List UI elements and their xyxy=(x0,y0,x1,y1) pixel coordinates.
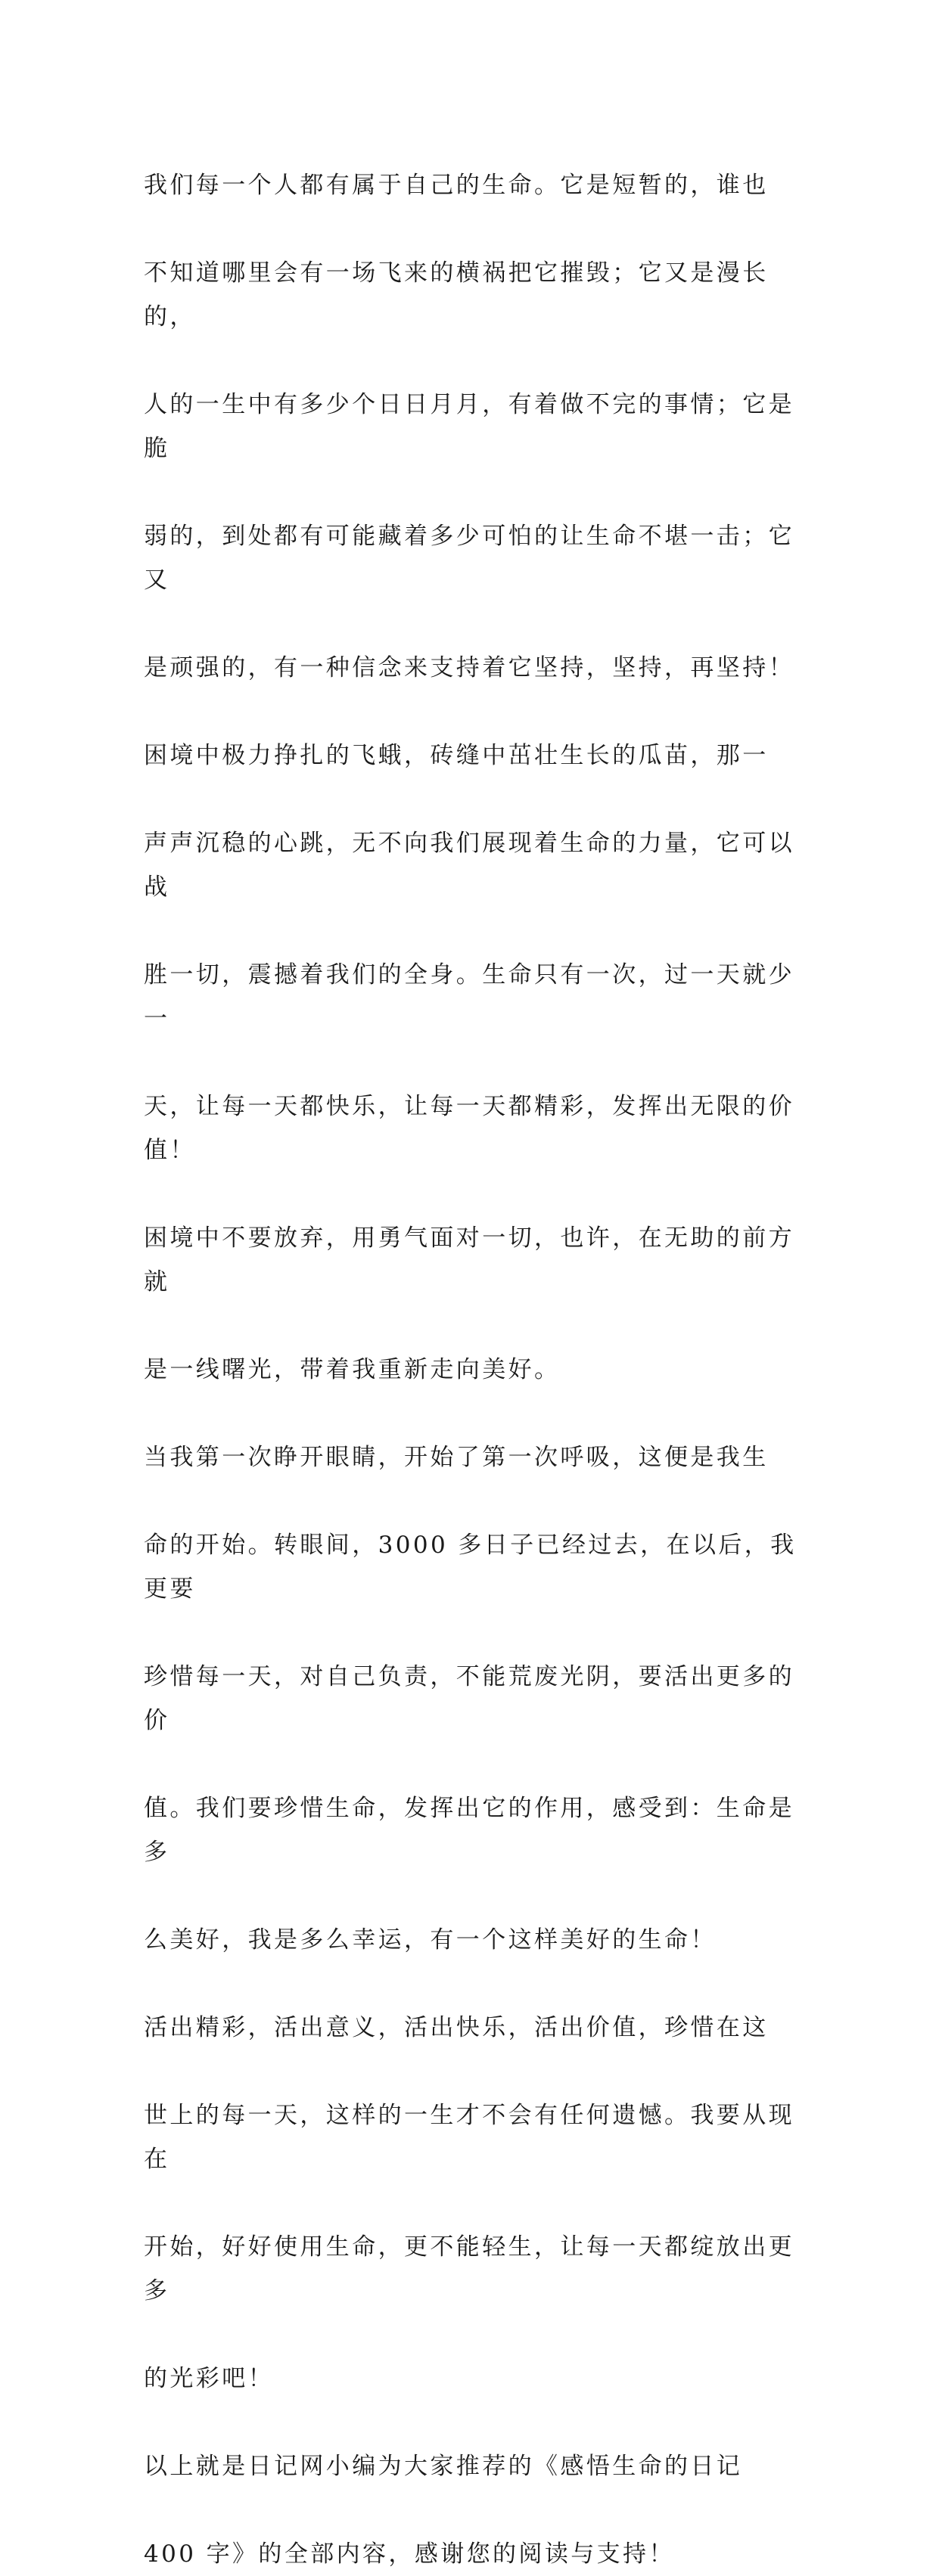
line: 不知道哪里会有一场飞来的横祸把它摧毁；它又是漫长的， xyxy=(144,259,769,331)
line: 是一线曙光，带着我重新走向美好。 xyxy=(144,1356,561,1383)
line: 珍惜每一天，对自己负责，不能荒废光阴，要活出更多的价 xyxy=(144,1663,794,1734)
line: 值。我们要珍惜生命，发挥出它的作用，感受到：生命是多 xyxy=(144,1795,794,1866)
paragraph-2 xyxy=(144,690,802,1392)
line: 以上就是日记网小编为大家推荐的《感悟生命的日记 xyxy=(144,2453,743,2480)
line: 胜一切，震撼着我们的全身。生命只有一次，过一天就少一 xyxy=(144,961,794,1032)
document-body xyxy=(144,119,802,2576)
line: 声声沉稳的心跳，无不向我们展现着生命的力量，它可以战 xyxy=(144,830,794,901)
paragraph-4 xyxy=(144,1962,802,2401)
paragraph-3 xyxy=(144,1392,802,1962)
line: 世上的每一天，这样的一生才不会有任何遗憾。我要从现在 xyxy=(144,2102,794,2173)
line: 么美好，我是多么幸运，有一个这样美好的生命！ xyxy=(144,1926,717,1954)
line: 困境中不要放弃，用勇气面对一切，也许，在无助的前方就 xyxy=(144,1224,794,1296)
line: 困境中极力挣扎的飞蛾，砖缝中茁壮生长的瓜苗，那一 xyxy=(144,742,769,769)
line: 当我第一次睁开眼睛，开始了第一次呼吸，这便是我生 xyxy=(144,1444,769,1471)
paragraph-5 xyxy=(144,2401,802,2576)
line: 命的开始。转眼间，3000 多日子已经过去，在以后，我更要 xyxy=(144,1532,797,1603)
line: 弱的，到处都有可能藏着多少可怕的让生命不堪一击；它又 xyxy=(144,523,794,594)
line: 400 字》的全部内容，感谢您的阅读与支持！ xyxy=(144,2540,675,2568)
paragraph-1 xyxy=(144,119,802,690)
line: 开始，好好使用生命，更不能轻生，让每一天都绽放出更多 xyxy=(144,2233,794,2304)
line: 是顽强的，有一种信念来支持着它坚持，坚持，再坚持！ xyxy=(144,654,794,681)
line: 天，让每一天都快乐，让每一天都精彩，发挥出无限的价值！ xyxy=(144,1093,794,1164)
line: 我们每一个人都有属于自己的生命。它是短暂的，谁也 xyxy=(144,172,769,199)
line: 的光彩吧！ xyxy=(144,2365,274,2392)
line: 人的一生中有多少个日日月月，有着做不完的事情；它是脆 xyxy=(144,391,794,462)
line: 活出精彩，活出意义，活出快乐，活出价值，珍惜在这 xyxy=(144,2014,769,2041)
